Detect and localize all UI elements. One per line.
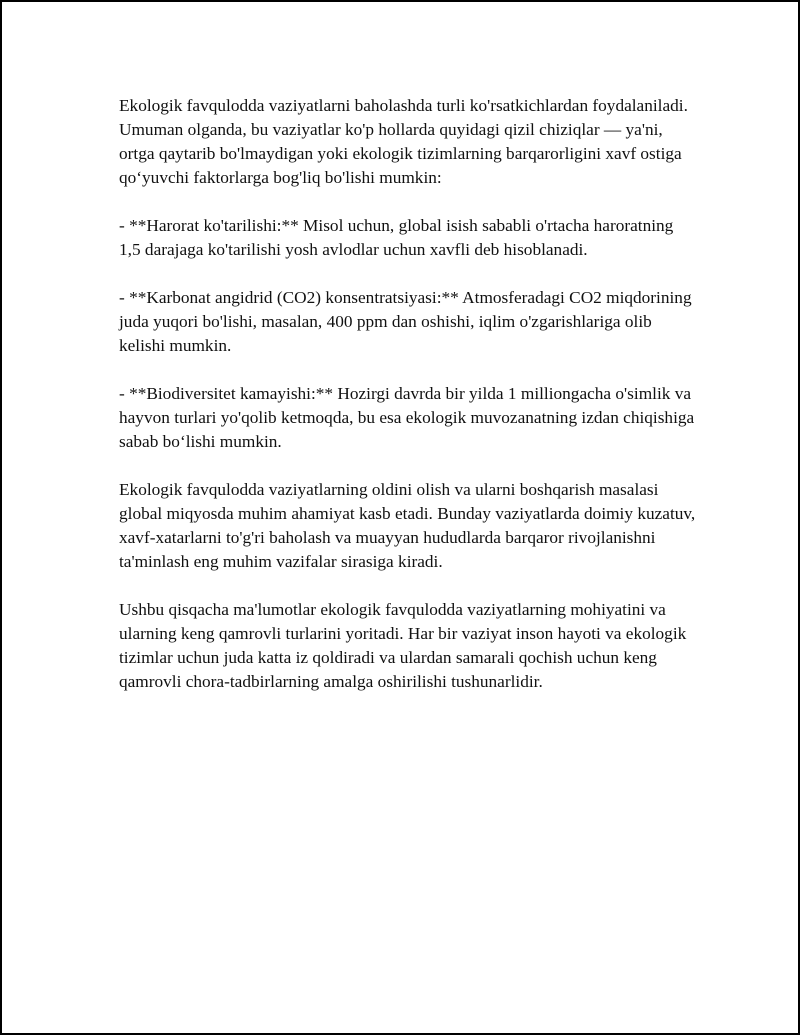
summary-paragraph: Ushbu qisqacha ma'lumotlar ekologik favqulodda vaziyatlarning mohiyatini va ularning keng qamrovli turlarini yoritadi. Har bir vaziyat inson hayoti va ekologik tizimlar uchun juda katta iz qoldiradi va ulardan samarali qochish uchun keng qamrovli chora-tadbirlarning amalga oshirilishi tushunarlidir. [119, 600, 687, 691]
prevention-paragraph: Ekologik favqulodda vaziyatlarning oldini olish va ularni boshqarish masalasi global miqyosda muhim ahamiyat kasb etadi. Bunday vaziyatlarda doimiy kuzatuv, xavf-xatarlarni to'g'ri baholash va muayyan hududlarda barqaror rivojlanishni ta'minlash eng muhim vazifalar sirasiga kiradi. [119, 480, 696, 571]
document-body [119, 94, 699, 718]
list-item-biodiversity: - **Biodiversitet kamayishi:** Hozirgi davrda bir yilda 1 milliongacha o'simlik va hayvon turlari yo'qolib ketmoqda, bu esa ekologik muvozanatning izdan chiqishiga sabab bo‘lishi mumkin. [119, 384, 695, 451]
list-item-co2: - **Karbonat angidrid (CO2) konsentratsiyasi:** Atmosferadagi CO2 miqdorining juda yuqori bo'lishi, masalan, 400 ppm dan oshishi, iqlim o'zgarishlariga olib kelishi mumkin. [119, 288, 692, 355]
list-item-temperature: - **Harorat ko'tarilishi:** Misol uchun, global isish sababli o'rtacha haroratning 1,5 darajaga ko'tarilishi yosh avlodlar uchun xavfli deb hisoblanadi. [119, 216, 674, 259]
intro-paragraph: Ekologik favqulodda vaziyatlarni baholashda turli ko'rsatkichlardan foydalaniladi. Umuman olganda, bu vaziyatlar ko'p hollarda quyidagi qizil chiziqlar — ya'ni, ortga qaytarib bo'lmaydigan yoki ekologik tizimlarning barqarorligini xavf ostiga qo‘yuvchi faktorlarga bog'liq bo'lishi mumkin: [119, 96, 688, 187]
